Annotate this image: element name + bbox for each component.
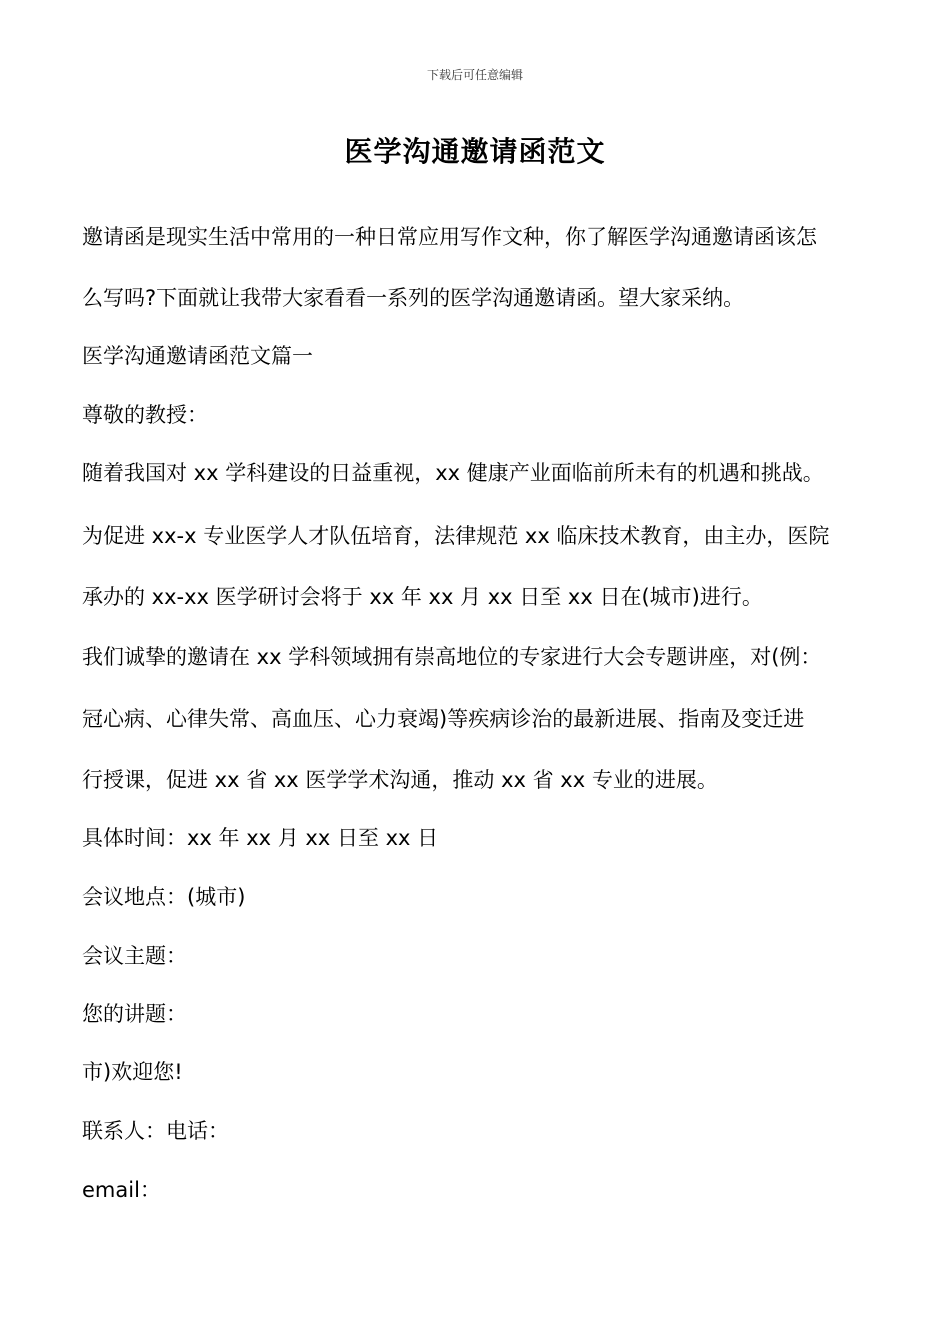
para2-line-2: 冠心病、心律失常、高血压、心力衰竭)等疾病诊治的最新进展、指南及变迁进 [82,707,805,731]
salutation: 尊敬的教授： [82,403,208,427]
para2-line-3: 行授课，促进 xx 省 xx 医学学术沟通，推动 xx 省 xx 专业的进展。 [82,768,718,792]
detail-welcome: 市)欢迎您! [82,1060,183,1084]
para1-line-3: 承办的 xx-xx 医学研讨会将于 xx 年 xx 月 xx 日至 xx 日在(城市)进行。 [82,585,763,609]
intro-line-1: 邀请函是现实生活中常用的一种日常应用写作文种，你了解医学沟通邀请函该怎 [82,225,817,249]
detail-email: email： [82,1178,161,1202]
detail-theme: 会议主题： [82,944,187,968]
para1-line-2: 为促进 xx-x 专业医学人才队伍培育，法律规范 xx 临床技术教育，由主办，医院 [82,524,830,548]
intro-line-2: 么写吗?下面就让我带大家看看一系列的医学沟通邀请函。望大家采纳。 [82,286,745,310]
section-heading: 医学沟通邀请函范文篇一 [82,344,313,368]
para1-line-1: 随着我国对 xx 学科建设的日益重视，xx 健康产业面临前所未有的机遇和挑战。 [82,461,824,485]
para2-line-1: 我们诚挚的邀请在 xx 学科领域拥有崇高地位的专家进行大会专题讲座，对(例： [82,645,822,669]
document-title: 医学沟通邀请函范文 [344,135,606,168]
detail-location: 会议地点：(城市) [82,885,246,909]
header-note: 下载后可任意编辑 [426,68,523,82]
detail-contact: 联系人：电话： [82,1119,229,1143]
detail-topic: 您的讲题： [82,1002,187,1026]
detail-time: 具体时间：xx 年 xx 月 xx 日至 xx 日 [82,826,439,850]
